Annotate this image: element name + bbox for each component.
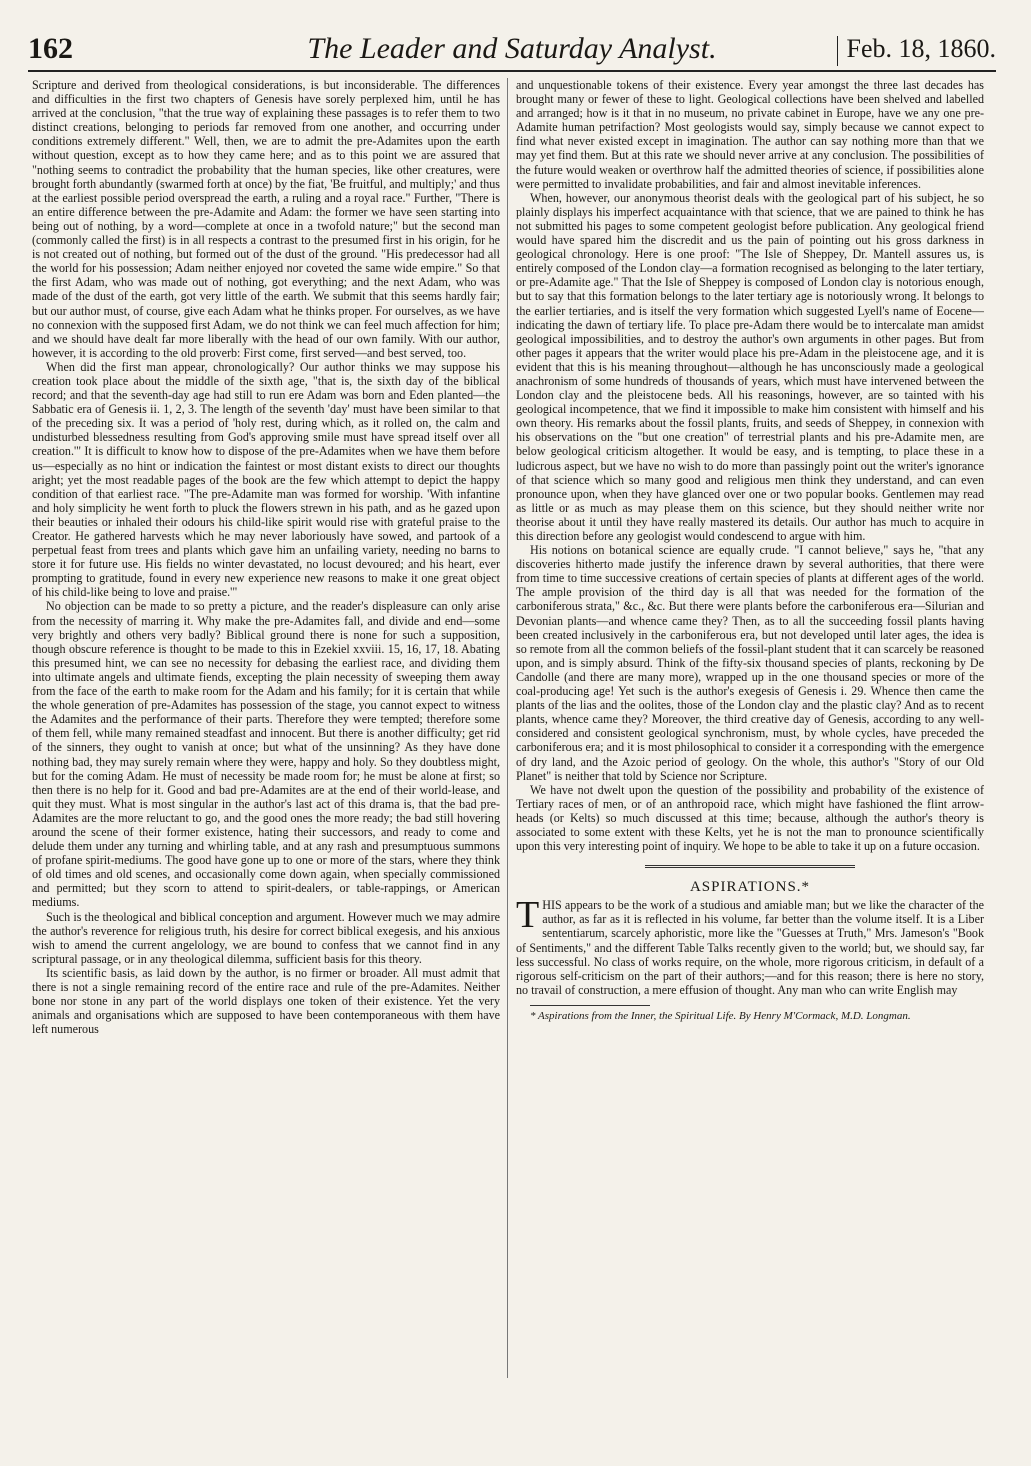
publication-title: The Leader and Saturday Analyst. (307, 32, 717, 65)
left-column (32, 78, 500, 1450)
paragraph: Scripture and derived from theological considerations, is but inconsiderable. The differences and difficulties in the first two chapters of Genesis have sorely perplexed him, until he has arrived at the conclusion, "that the true way of explaining these passages is to refer them to two distinct creations, belonging to periods far removed from one another, and occurring under conditions extremely different." Well, then, we are to admit the pre-Adamites upon the earth without question, except as to how they came here; and as to this point we are assured that "nothing seems to contradict the probability that the human species, like other creatures, were brought forth abundantly (swarmed forth at once) by the fiat, 'Be fruitful, and multiply;' and thus at the earliest possible period overspread the earth, a ruling and a royal race." Further, "There is an entire difference between the pre-Adamite and Adam: the former we have seen starting into being out of nothing, by a word—complete at once in a twofold nature;" but the second man (commonly called the first) is in all respects a contrast to the presumed first in his origin, for he is not created out of nothing, but formed out of the dust of the ground. "His predecessor had all the world for his possession; Adam neither enjoyed nor coveted the same wide empire." So that the first Adam, who was made out of nothing, got everything; and the next Adam, who was made of the dust of the earth, got very little of the earth. We submit that this seems hardly fair; but our author must, of course, give each Adam what he thinks proper. For ourselves, as we have no connexion with the supposed first Adam, we do not think we can feel much affection for him; and we should have dealt far more liberally with the head of our own family. With our author, however, it is according to the old proverb: First come, first served—and best served, too. (32, 78, 500, 360)
paragraph: and unquestionable tokens of their existence. Every year amongst the three last decades has brought many or fewer of these to light. Geological collections have been shelved and labelled and arranged; how is it that in no museum, no private cabinet in Europe, have we any one pre-Adamite human petrifaction? Most geologists would say, simply because we cannot expect to find what never existed except in imagination. The author can say nothing more than that we may yet find them. But at this rate we should never arrive at any conclusion. The possibilities of the future would weaken or overthrow half the admitted theories of science, if possibilities alone were permitted to invalidate probabilities, and fair and almost inevitable inferences. (516, 78, 984, 191)
right-column (516, 78, 984, 1450)
paragraph: Its scientific basis, as laid down by the author, is no firmer or broader. All must admit that there is not a single remaining record of the entire race and rule of the pre-Adamites. Neither bone nor stone in any part of the world displays one token of their existence. Yet the very animals and organisations which are supposed to have been contemporaneous with them have left numerous (32, 965, 500, 1037)
paragraph: When did the first man appear, chronologically? Our author thinks we may suppose his creation took place about the middle of the sixth age, "that is, the sixth day of the biblical record; and that the seventh-day age had still to run ere Adam was born and Eden planted—the Sabbatic era of Genesis ii. 1, 2, 3. The length of the seventh 'day' must have been similar to that of the preceding six. It was a period of 'holy rest, during which, as it rolled on, the calm and undisturbed blessedness resulting from God's approving smile must have spread itself over all creation.'" It is difficult to know how to dispose of the pre-Adamites when we have them before us—especially as no hint or indication the faintest or most distant exists to direct our thoughts aright; yet the most readable pages of the book are the few which attempt to depict the happy condition of that earliest race. "The pre-Adamite man was formed for worship. 'With infantine and holy simplicity he went forth to pluck the flowers strewn in his path, and as he gazed upon their beauties or inhaled their odours his child-like spirit would rise with grateful praise to the Creator. He gathered harvests which he may never laboriously have sowed, and partook of a perpetual feast from trees and plants which gave him an unfailing variety, needing no barns to store it for future use. His fields no winter devastated, no locust devoured; and his heart, ever prompting to gratitude, found in every new experience new reasons to make it one great object of his child-like being to love and praise.'" (32, 359, 500, 600)
page-number: 162 (28, 32, 73, 65)
review-paragraph: HIS appears to be the work of a studious and amiable man; but we like the character of the author, as far as it is reflected in his volume, far better than the volume itself. It is a Liber sententiarum, scarcely aphoristic, more like the "Guesses at Truth," Mrs. Jameson's "Book of Sentiments," and the different Table Talks recently given to the world; but, we should say, far less successful. No class of works require, on the whole, more rigorous criticism, in default of a rigorous self-criticism on the part of their authors;—and for this reason; there is here no story, no travail of construction, a mere effusion of thought. Any man who can write English may (516, 898, 984, 997)
column-divider (507, 78, 508, 1378)
footnote-rule (530, 1005, 650, 1006)
paragraph: Such is the theological and biblical conception and argument. However much we may admire the author's reverence for religious truth, his desire for correct biblical exegesis, and his anxious wish to amend the current angelology, we are bound to confess that we cannot find in any scriptural passage, or in any theological dilemma, sufficient basis for this theory. (32, 909, 500, 966)
paragraph: No objection can be made to so pretty a picture, and the reader's displeasure can only arise from the necessity of marring it. Why make the pre-Adamites fall, and divide and end—some very brightly and others very badly? Biblical ground there is none for such a supposition, though obscure reference is thought to be made to this in Ezekiel xxviii. 15, 16, 17, 18. Abating this presumed hint, we can see no necessity for debasing the earliest race, and dividing them into ultimate angels and ultimate fiends, excepting the plain necessity of sweeping them away from the face of the earth to make room for the Adam and his family; for it is certain that while the whole generation of pre-Adamites has possession of the stage, you cannot expect to witness the Adamites and the performance of their parts. Therefore they were tempted; therefore some of them fell, while many remained steadfast and innocent. But there is another difficulty; get rid of the sinners, they ought to vanish at once; but what of the unsinning? As they have done nothing bad, they may surely remain where they were, happy and holy. So they doubtless might, but for the coming Adam. He must of necessity be made room for; he must be alone at first; so then there is no help for it. Good and bad pre-Adamites are at the end of their world-lease, and quit they must. What is most singular in the author's last act of this drama is, that the bad pre-Adamites are the more reluctant to go, and the good ones the more ready; the bad still hovering around the scene of their former existence, hating their successors, and ready to come and delude them under any turning and whirling table, and at any rash and presumptuous summons of profane spirit-mediums. The good have gone up to one or more of the stars, where they think of old times and old scenes, and occasionally come down again, when specially commissioned and permitted; but they scorn to attend to spirit-dealers, or table-rappings, or American mediums. (32, 599, 500, 910)
paragraph: When, however, our anonymous theorist deals with the geological part of his subject, he so plainly displays his imperfect acquaintance with that science, that we are pained to think he has not submitted his pages to some competent geologist before publication. Any geological friend would have spared him the discredit and us the pain of pointing out his gross darkness in geological chronology. Here is one proof: "The Isle of Sheppey, Dr. Mantell assures us, is entirely composed of the London clay—a formation recognised as belonging to the later tertiary, or pre-Adamite age." That the Isle of Sheppey is composed of London clay is notorious enough, but to say that this formation belongs to the later tertiary age is notoriously wrong. It belongs to the earlier tertiaries, and is itself the very formation which suggested Lyell's name of Eocene—indicating the dawn of tertiary life. To place pre-Adam there would be to intercalate man amidst geological impossibilities, and to destroy the author's own arguments in other pages. But from other pages it appears that the writer would place his pre-Adam in the pleistocene age, and it is evident that this is his meaning throughout—although he has unconsciously made a geological anachronism of some hundreds of thousands of years, which must have intervened between the London clay and the pleistocene beds. All his reasonings, however, are so tainted with his geological incompetence, that we find it impossible to make him consistent with himself and his own theory. His remarks about the fossil plants, fruits, and seeds of Sheppey, in connexion with his observations on the "but one creation" of terrestrial plants and his pre-Adamite men, are below geological criticism altogether. It would be easy, and is tempting, to place these in a ludicrous aspect, but we have no wish to do more than passingly point out the writer's ignorance of that science which so many good and religious men think they understand, and can even pronounce upon, when they have glanced over one or two popular books. Gentlemen may read as little or as much as may please them on this science, but they should neither write nor theorise about it until they have really mastered its details. Our author has much to acquire in this direction before any geologist would condescend to argue with him. (516, 190, 984, 543)
section-rule (645, 865, 855, 870)
issue-date: Feb. 18, 1860. (846, 34, 996, 63)
review-heading: ASPIRATIONS.* (689, 879, 811, 896)
drop-cap: T (516, 894, 540, 937)
paragraph: His notions on botanical science are equally crude. "I cannot believe," says he, "that any discoveries hitherto made justify the inference drawn by several authorities, that there were from time to time successive creations of certain species of plants at different ages of the world. The ample provision of the third day is all that was needed for the formation of the carboniferous strata," &c., &c. But there were plants before the carboniferous era—Silurian and Devonian plants—and whence came they? Then, as to all the succeeding fossil plants having been created inclusively in the carboniferous era, but not developed until later ages, the idea is so remote from all the common beliefs of the fossil-plant student that it can scarcely be reasoned upon, and is simply absurd. Think of the fifty-six thousand species of plants, reckoning by De Candolle (and there are many more), wrapped up in the one thousand species or more of the coal-producing age! Yet such is the author's exegesis of Genesis i. 29. Whence then came the plants of the lias and the oolites, those of the London clay and the plastic clay? And as to recent plants, whence came they? Moreover, the third creative day of Genesis, according to any well-considered and consistent geological synchronism, must, by whole cycles, have preceded the carboniferous era; and it is most philosophical to consider it a corresponding with the emergence of dry land, and the Azoic period of geology. On the whole, this author's "Story of our Old Planet" is neither that told by Science nor Scripture. (516, 543, 984, 783)
paragraph: We have not dwelt upon the question of the possibility and probability of the existence of Tertiary races of men, or of an anthropoid race, which might have fashioned the flint arrow-heads (or Kelts) so much discussed at this time; because, although the author's theory is associated to some extent with these Kelts, yet he is not the man to pronounce scientifically upon this very interesting point of inquiry. We hope to be able to take it up on a future occasion. (516, 782, 984, 854)
review-body (516, 894, 984, 997)
footnote: * Aspirations from the Inner, the Spiritual Life. By Henry M'Cormack, M.D. Longman. (530, 1009, 911, 1022)
running-header (28, 30, 996, 72)
